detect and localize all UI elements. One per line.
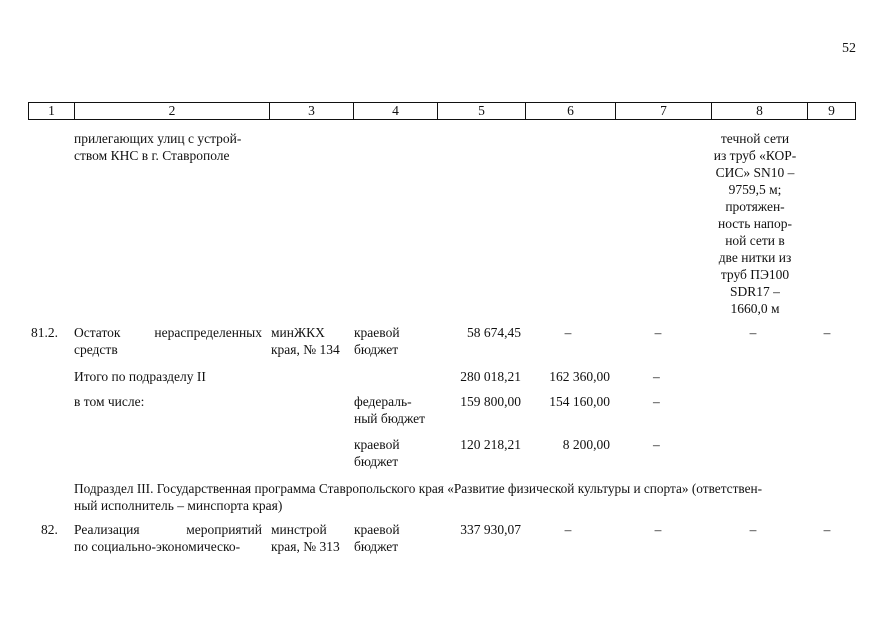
row-82-source-line2: бюджет — [354, 539, 399, 554]
row-81-2-source-line1: краевой — [354, 325, 400, 340]
row-81-2-col7: – — [654, 325, 662, 340]
row-81-2-col8: – — [749, 325, 757, 340]
row-81-2-executor-line2: края, № 134 — [271, 342, 340, 357]
row-82-col9: – — [823, 522, 831, 537]
row-82-executor-line2: края, № 313 — [271, 539, 340, 554]
column-number-9: 9 — [808, 103, 856, 119]
federal-col5: 159 800,00 — [460, 394, 521, 409]
row-82-col8: – — [749, 522, 757, 537]
cont-result-line: SDR17 – — [730, 284, 780, 299]
row-81-2-name-word2: нераспределенных — [154, 325, 262, 340]
column-number-header — [28, 102, 856, 120]
page-number: 52 — [842, 41, 856, 56]
cont-result-line: 9759,5 м; — [728, 182, 782, 197]
column-number-4: 4 — [354, 103, 438, 119]
total-col7: – — [653, 369, 660, 384]
column-number-1: 1 — [29, 103, 75, 119]
row-81-2-executor-line1: минЖКХ — [271, 325, 325, 340]
regional-col5: 120 218,21 — [460, 437, 521, 452]
cont-result-line: две нитки из — [718, 250, 792, 265]
regional-col6: 8 200,00 — [562, 437, 610, 452]
regional-col7: – — [653, 437, 660, 452]
subsection-heading-line2: ный исполнитель – минспорта края) — [74, 498, 283, 513]
row-81-2-col9: – — [823, 325, 831, 340]
cont-result-line: СИС» SN10 – — [715, 165, 795, 180]
federal-col6: 154 160,00 — [549, 394, 610, 409]
column-number-2: 2 — [75, 103, 270, 119]
cont-result-line: ность напор- — [718, 216, 792, 231]
column-number-7: 7 — [616, 103, 712, 119]
row-81-2-name-line2: средств — [74, 342, 118, 357]
row-82-col7: – — [654, 522, 662, 537]
federal-source-line1: федераль- — [354, 394, 412, 409]
total-label: Итого по подразделу II — [74, 369, 206, 384]
row-82-col6: – — [564, 522, 572, 537]
row-82-amount-col5: 337 930,07 — [460, 522, 521, 537]
total-col5: 280 018,21 — [460, 369, 521, 384]
cont-name-line1: прилегающих улиц с устрой- — [74, 131, 242, 146]
row-82-name-line2: по социально-экономическо- — [74, 539, 241, 554]
cont-result-line: труб ПЭ100 — [720, 267, 790, 282]
row-81-2-col6: – — [564, 325, 572, 340]
cont-result-line: 1660,0 м — [730, 301, 780, 316]
cont-name-line2: ством КНС в г. Ставрополе — [74, 148, 230, 163]
regional-source-line1: краевой — [354, 437, 400, 452]
row-81-2-number: 81.2. — [31, 325, 58, 340]
cont-result-line: из труб «КОР- — [713, 148, 797, 163]
subsection-heading-line1: Подраздел III. Государственная программа Ставропольского края «Развитие физической культуры и спорта» (ответствен- — [74, 481, 763, 496]
column-number-6: 6 — [526, 103, 616, 119]
regional-source-line2: бюджет — [354, 454, 399, 469]
cont-result-line: течной сети — [720, 131, 790, 146]
cont-result-cell — [703, 130, 807, 317]
row-81-2-name-word1: Остаток — [74, 325, 121, 340]
row-82-name-word1: Реализация — [74, 522, 140, 537]
column-number-3: 3 — [270, 103, 354, 119]
total-col6: 162 360,00 — [549, 369, 610, 384]
column-number-8: 8 — [712, 103, 808, 119]
row-81-2-source-line2: бюджет — [354, 342, 399, 357]
federal-source-line2: ный бюджет — [354, 411, 426, 426]
cont-result-line: ной сети в — [725, 233, 785, 248]
cont-result-line: протяжен- — [725, 199, 785, 214]
column-number-5: 5 — [438, 103, 526, 119]
including-label: в том числе: — [74, 394, 145, 409]
row-81-2-amount-col5: 58 674,45 — [467, 325, 521, 340]
federal-col7: – — [653, 394, 660, 409]
row-82-name-word2: мероприятий — [186, 522, 262, 537]
row-82-executor-line1: минстрой — [271, 522, 327, 537]
row-82-number: 82. — [41, 522, 58, 537]
row-82-source-line1: краевой — [354, 522, 400, 537]
